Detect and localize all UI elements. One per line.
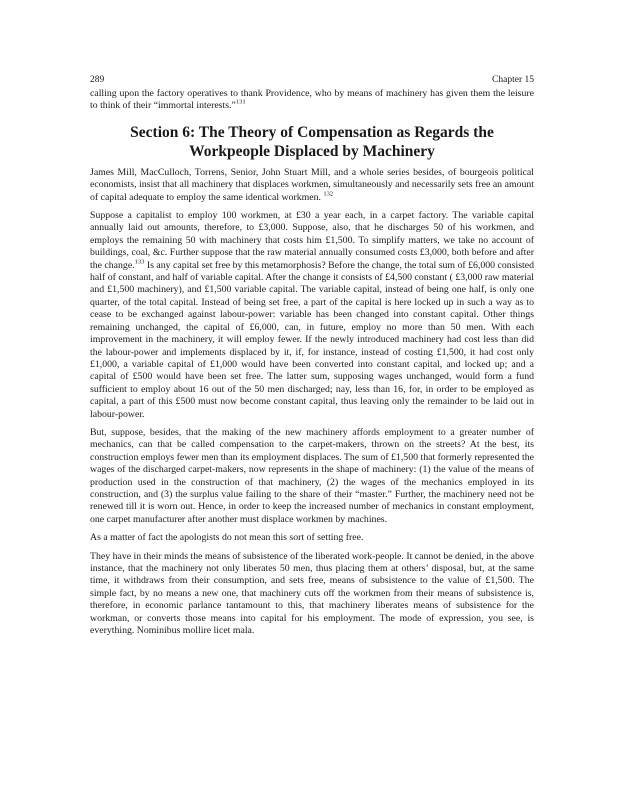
paragraph — [90, 210, 534, 421]
page-number: 289 — [90, 75, 105, 85]
footnote-marker[interactable]: 131 — [235, 99, 246, 107]
paragraph-continuation — [90, 88, 534, 113]
section-heading-line-2: Workpeople Displaced by Machinery — [189, 142, 435, 160]
paragraph-text: Suppose a capitalist to employ 100 workmen, at £30 a year each, in a carpet factory. The variable capital annually laid out amounts, therefore, to £3,000. Suppose, also, that he discharges 50 of his workmen, and employs the remaining 50 with machinery that costs him £1,500. To simplify matters, we take no account of buildings, coal, &c. Further suppose that the raw material annually consumed costs £3,000, both before and after the change. — [90, 210, 534, 271]
section-heading-line-1: Section 6: The Theory of Compensation as Regards the — [130, 123, 494, 141]
paragraph-text: They have in their minds the means of subsistence of the liberated work-people. It cannot be denied, in the above instance, that the machinery not only liberates 50 men, thus placing them at others’ disposal, but, at the same time, it withdraws from their consumption, and sets free, means of subsistence to the value of £1,500. The simple fact, by no means a new one, that machinery cuts off the workmen from their means of subsistence is, therefore, in economic parlance tantamount to this, that machinery liberates means of subsistence for the workman, or converts those means into capital for his employment. The mode of expression, you see, is everything. Nominibus mollire licet mala. — [90, 550, 534, 637]
paragraph-text: As a matter of fact the apologists do not mean this sort of setting free. — [90, 532, 364, 544]
paragraph-text: Is any capital set free by this metamorphosis? Before the change, the total sum of £6,000 consisted half of constant, and half of variable capital. After the change it consists of £4,500 constant ( £3,000 raw material and £1,500 machinery), and £1,500 variable capital. The variable capital, instead of being one half, is only one quarter, of the total capital. Instead of being set free, a part of the capital is here locked up in such a way as to cease to be exchanged against labour-power: variable has been changed into constant capital. Other things remaining unchanged, the capital of £6,000, can, in future, employ no more than 50 men. With each improvement in the machinery, it will employ fewer. If the newly introduced machinery had cost less than did the labour-power and implements displaced by it, if, for instance, instead of costing £1,500, it had cost only £1,000, a variable capital of £1,000 would have been converted into constant capital, and locked up; and a capital of £500 would have been set free. The latter sum, supposing wages unchanged, would form a fund sufficient to employ about 16 out of the 50 men discharged; nay, less than 16, for, in order to be employed as capital, a part of this £500 must now become constant capital, thus leaving only the remainder to be laid out in labour-power. — [90, 259, 534, 420]
chapter-label: Chapter 15 — [492, 75, 534, 85]
paragraph-text: But, suppose, besides, that the making of the new machinery affords employment to a greater number of mechanics, can that be called compensation to the carpet-makers, thrown on the streets? At the best, its construction employs fewer men than its employment displaces. The sum of £1,500 that formerly represented the wages of the discharged carpet-makers, now represents in the shape of machinery: (1) the value of the means of production used in the construction of that machinery, (2) the wages of the mechanics employed in its construction, and (3) the surplus value failing to the share of their “master.” Further, the machinery need not be renewed till it is worn out. Hence, in order to keep the increased number of mechanics in constant employment, one carpet manufacturer after another must displace workmen by machines. — [90, 426, 534, 525]
running-head — [90, 74, 534, 86]
footnote-marker[interactable]: 132 — [323, 190, 334, 198]
paragraph — [90, 551, 534, 638]
paragraph-text: calling upon the factory operatives to thank Providence, who by means of machinery has given them the leisure to think of their “immortal interests.” — [90, 88, 534, 112]
document-page — [90, 74, 534, 643]
paragraph — [90, 532, 534, 544]
paragraph-text: James Mill, MacCulloch, Torrens, Senior, John Stuart Mill, and a whole series besides, of bourgeois political economists, insist that all machinery that displaces workmen, simultaneously and necessarily sets free an amount of capital adequate to employ the same identical workmen. — [90, 166, 534, 203]
footnote-marker[interactable]: 133 — [134, 258, 145, 266]
paragraph — [90, 167, 534, 204]
paragraph — [90, 427, 534, 526]
section-heading — [90, 123, 534, 161]
